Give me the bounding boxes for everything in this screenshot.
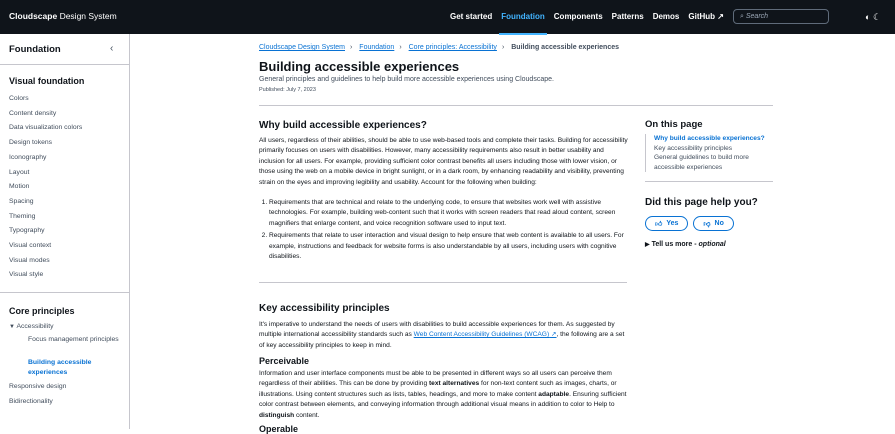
divider (259, 282, 627, 283)
section-heading: Why build accessible experiences? (259, 120, 427, 131)
sidebar-item[interactable]: Visual style (9, 271, 44, 279)
list-item: 1. Requirements that are technical and relate to the underlying code, to ensure that websites work well with assistive technologies. For example, building web-content such that it works with screen readers that read aloud content, screen magnifiers that enlarge content, and voice recognition software used to input text. (269, 198, 629, 229)
feedback-title: Did this page help you? (645, 197, 758, 208)
sidebar-item-responsive-design[interactable]: Responsive design (9, 383, 67, 390)
sidebar-item[interactable]: Layout (9, 168, 30, 176)
page-title: Building accessible experiences (259, 59, 460, 74)
list-item: 2. Requirements that relate to user interaction and visual design to help ensure that web content is available to all users. For example, instructions and feedback for website forms is also understandable by all users, including users with cognitive disabilities. (269, 231, 629, 262)
thumbs-up-icon: 👍︎ (655, 221, 663, 228)
sidebar-item[interactable]: Colors (9, 95, 29, 102)
nav-components[interactable]: Components (553, 12, 603, 21)
divider (259, 105, 773, 106)
chevron-right-icon: › (501, 44, 505, 51)
toggle-icon: ◐ (865, 12, 871, 22)
chevron-right-icon: › (350, 44, 353, 51)
brand-logo[interactable]: Cloudscape Design System (9, 11, 117, 21)
top-navigation (0, 0, 895, 34)
sidebar-item[interactable]: Design tokens (9, 139, 53, 147)
caret-down-icon: ▼ (9, 324, 15, 330)
theme-toggle[interactable] (865, 12, 881, 23)
search-input[interactable]: ⌕ Search (733, 9, 829, 24)
thumbs-down-icon: 👎︎ (703, 221, 711, 228)
nav-patterns[interactable]: Patterns (611, 12, 644, 21)
caret-right-icon: ▶ (645, 242, 650, 248)
sidebar-item[interactable]: Motion (9, 183, 30, 191)
paragraph: It's imperative to understand the needs of users with disabilities to build accessible experiences for them. As suggested by multiple international accessibility standards such as Web Content Accessibility Guidelines (WCAG) ↗, the following are a set of key accessibility principles to keep in mind. (259, 321, 625, 349)
divider (645, 181, 773, 182)
on-this-page (645, 119, 775, 182)
tell-us-more-toggle[interactable]: ▶ Tell us more - optional (645, 241, 726, 248)
toc-link[interactable]: Why build accessible experiences? (654, 135, 765, 142)
nav-demos[interactable]: Demos (652, 12, 680, 21)
moon-icon: ☾ (872, 12, 882, 22)
collapse-sidebar-icon[interactable]: ‹ (110, 43, 114, 54)
no-button[interactable]: 👎︎ No (693, 216, 733, 231)
sidebar-item[interactable]: Iconography (9, 153, 47, 161)
paragraph: All users, regardless of their abilities, should be able to use web-based tools and complete their tasks. Building for accessibility primarily focuses on users with disabilities. However, many accessibility requirements also result in better usability and inclusion for all users. For example, providing sufficient color contrast benefits all users including those with lower vision, or those using the web on a mobile device in bright sunlight, or in a dark room, by enhancing readability and visibility, preventing strain on the eyes and improving legibility and usability. Account for the following when building: (259, 137, 628, 186)
breadcrumb-link[interactable]: Core principles: Accessibility (408, 44, 497, 51)
breadcrumb-current: Building accessible experiences (511, 44, 620, 51)
sidebar-item[interactable]: Visual modes (9, 256, 50, 264)
divider (0, 64, 130, 65)
breadcrumb (259, 44, 619, 51)
nav-get-started[interactable]: Get started (450, 12, 493, 21)
search-icon: ⌕ (740, 13, 744, 20)
subsection-heading: Operable (259, 424, 299, 434)
sidebar-item[interactable]: Visual context (9, 242, 52, 249)
breadcrumb-link[interactable]: Foundation (359, 44, 395, 51)
section-visual-foundation: Visual foundation (9, 76, 85, 86)
yes-button[interactable]: 👍︎ Yes (645, 216, 688, 231)
sidebar-title[interactable]: Foundation (9, 44, 61, 55)
toc-link[interactable]: General guidelines to build more accessible experiences (654, 154, 749, 171)
nav-foundation[interactable]: Foundation (501, 12, 545, 21)
sidebar-item-focus-management[interactable]: Focus management principles (28, 336, 119, 343)
sidebar-item[interactable]: Spacing (9, 197, 34, 205)
requirements-list (259, 198, 629, 264)
breadcrumb-link[interactable]: Cloudscape Design System (259, 44, 345, 51)
section-heading: Key accessibility principles (259, 303, 390, 314)
main-nav (450, 12, 724, 21)
sidebar-item-accessibility[interactable]: ▼ Accessibility (9, 323, 54, 330)
external-link-icon: ↗ (550, 331, 557, 339)
external-link-icon: ↗ (717, 12, 724, 21)
sidebar-item[interactable]: Content density (9, 109, 57, 117)
divider (0, 292, 130, 293)
side-navigation (0, 34, 130, 429)
toc-link[interactable]: Key accessibility principles (654, 144, 733, 152)
toc-title: On this page (645, 119, 703, 130)
paragraph: Information and user interface components must be able to be presented in different ways so all users can perceive them regardless of their abilities. This can be done by providing text alternatives for non-text content such as images, charts, or illustrations. Using content structures such as lists, tables, headings, and more to make content adaptable. Ensuring sufficient color contrast between elements, and conveying information through additional visual means in addition to color to Help to distinguish content. (259, 370, 627, 419)
sidebar-item[interactable]: Theming (9, 212, 36, 220)
published-date: Published: July 7, 2023 (259, 87, 316, 93)
page-description: General principles and guidelines to help build more accessible experiences using Cloudscape. (259, 76, 554, 83)
sidebar-item[interactable]: Typography (9, 227, 45, 235)
sidebar-item-bidirectionality[interactable]: Bidirectionality (9, 398, 53, 405)
chevron-right-icon: › (399, 44, 402, 51)
subsection-heading: Perceivable (259, 356, 310, 366)
wcag-link[interactable]: Web Content Accessibility Guidelines (WCAG) ↗ (413, 331, 557, 339)
sidebar-item-building-accessible[interactable]: Building accessible experiences (28, 359, 92, 376)
section-core-principles: Core principles (9, 306, 75, 316)
feedback (645, 197, 758, 248)
nav-github[interactable]: GitHub ↗ (688, 12, 724, 21)
sidebar-item[interactable]: Data visualization colors (9, 124, 83, 132)
